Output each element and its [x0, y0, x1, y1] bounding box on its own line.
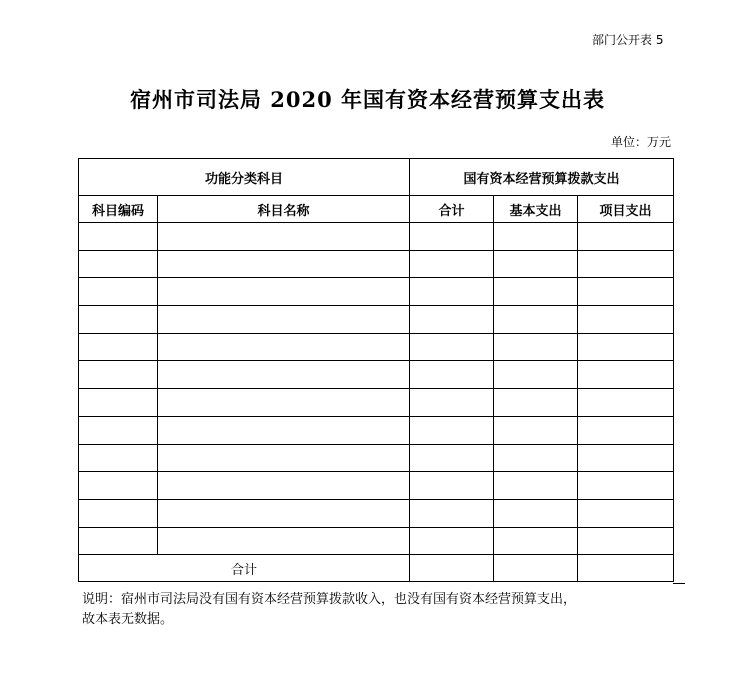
table-cell — [494, 278, 578, 306]
table-cell — [158, 416, 410, 444]
budget-table — [78, 158, 674, 582]
table-row — [79, 333, 674, 361]
total-cell — [494, 555, 578, 582]
table-row — [79, 416, 674, 444]
table-cell — [158, 278, 410, 306]
table-cell — [79, 333, 158, 361]
table-cell — [158, 444, 410, 472]
column-header-row — [79, 196, 674, 223]
table-cell — [578, 250, 674, 278]
table-row — [79, 223, 674, 251]
table-cell — [158, 306, 410, 334]
table-cell — [79, 361, 158, 389]
table-row — [79, 444, 674, 472]
table-cell — [578, 389, 674, 417]
table-cell — [410, 472, 494, 500]
column-header-code: 科目编码 — [79, 196, 158, 223]
table-cell — [158, 361, 410, 389]
table-cell — [410, 444, 494, 472]
table-cell — [158, 472, 410, 500]
table-cell — [578, 333, 674, 361]
table-cell — [79, 306, 158, 334]
column-header-project: 项目支出 — [578, 196, 674, 223]
table-cell — [578, 472, 674, 500]
table-cell — [158, 223, 410, 251]
group-header-state-capital-expenditure: 国有资本经营预算拨款支出 — [410, 159, 674, 196]
table-cell — [494, 416, 578, 444]
column-header-name: 科目名称 — [158, 196, 410, 223]
table-cell — [410, 361, 494, 389]
table-cell — [494, 223, 578, 251]
page-title: 宿州市司法局 2020 年国有资本经营预算支出表 — [129, 87, 606, 112]
table-cell — [494, 472, 578, 500]
table-cell — [158, 250, 410, 278]
table-cell — [494, 333, 578, 361]
column-header-basic: 基本支出 — [494, 196, 578, 223]
table-row — [79, 499, 674, 527]
total-cell — [578, 555, 674, 582]
table-row — [79, 389, 674, 417]
table-cell — [410, 278, 494, 306]
table-cell — [410, 306, 494, 334]
table-cell — [578, 527, 674, 555]
table-cell — [79, 389, 158, 417]
table-cell — [410, 527, 494, 555]
note-line: 说明：宿州市司法局没有国有资本经营预算拨款收入，也没有国有资本经营预算支出， — [82, 592, 577, 607]
table-cell — [158, 527, 410, 555]
note-line: 故本表无数据。 — [82, 612, 174, 627]
table-cell — [79, 278, 158, 306]
table-cell — [578, 306, 674, 334]
table-row — [79, 306, 674, 334]
table-cell — [79, 223, 158, 251]
table-cell — [578, 361, 674, 389]
table-cell — [410, 223, 494, 251]
table-cell — [494, 389, 578, 417]
table-cell — [494, 306, 578, 334]
table-cell — [494, 444, 578, 472]
column-header-total: 合计 — [410, 196, 494, 223]
table-row — [79, 472, 674, 500]
table-cell — [79, 472, 158, 500]
table-cell — [494, 499, 578, 527]
trailing-underline — [673, 583, 685, 584]
total-row — [79, 555, 674, 582]
table-cell — [410, 389, 494, 417]
table-cell — [494, 361, 578, 389]
table-cell — [410, 333, 494, 361]
table-cell — [158, 499, 410, 527]
table-cell — [79, 250, 158, 278]
table-cell — [158, 333, 410, 361]
table-number-tag: 部门公开表 5 — [592, 33, 664, 47]
table-cell — [494, 250, 578, 278]
total-label: 合计 — [79, 555, 410, 582]
table-cell — [79, 416, 158, 444]
table-cell — [79, 444, 158, 472]
note — [82, 590, 692, 630]
table-cell — [158, 389, 410, 417]
table-cell — [578, 499, 674, 527]
table-cell — [578, 223, 674, 251]
table-cell — [578, 416, 674, 444]
group-header-row — [79, 159, 674, 196]
table-row — [79, 361, 674, 389]
table-cell — [410, 499, 494, 527]
table-cell — [578, 278, 674, 306]
table-cell — [494, 527, 578, 555]
table-cell — [578, 444, 674, 472]
table-row — [79, 250, 674, 278]
table-row — [79, 527, 674, 555]
table-cell — [79, 499, 158, 527]
group-header-function-category: 功能分类科目 — [79, 159, 410, 196]
table-cell — [410, 250, 494, 278]
table-cell — [79, 527, 158, 555]
table-cell — [410, 416, 494, 444]
total-cell — [410, 555, 494, 582]
unit-label: 单位：万元 — [611, 135, 672, 149]
table-row — [79, 278, 674, 306]
